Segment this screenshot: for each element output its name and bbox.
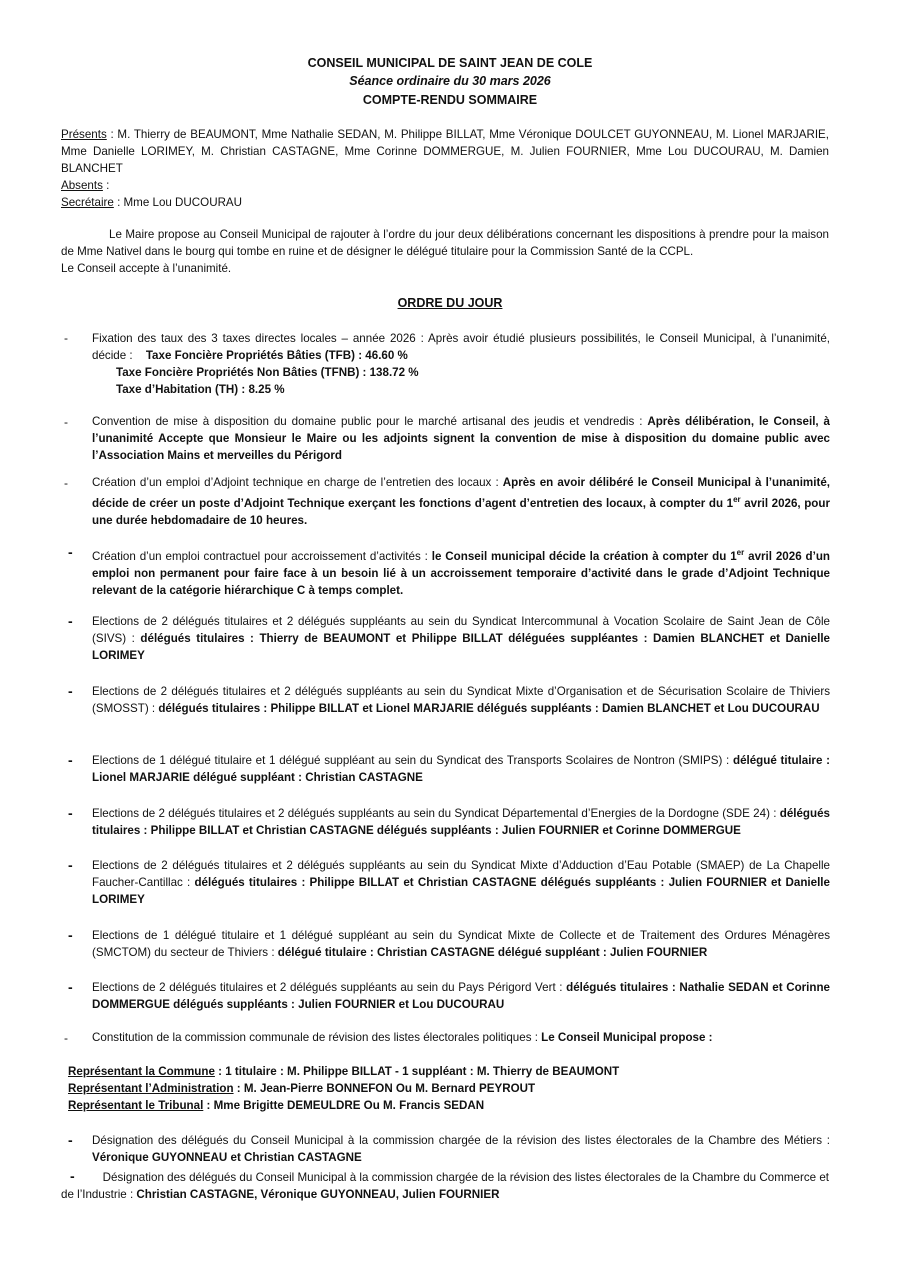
sde-text: Elections de 2 délégués titulaires et 2 délégués suppléants au sein du Syndicat Départemental d’Energies de la Dordogne (SDE 24) : [92, 807, 780, 820]
agenda-item-taxes [92, 330, 830, 398]
agenda-title: ORDRE DU JOUR [397, 296, 503, 310]
sivs-delegates: délégués titulaires : Thierry de BEAUMONT et Philippe BILLAT déléguées suppléantes : Damien BLANCHET et Danielle LORIMEY [92, 632, 830, 662]
sivs-text: Elections de 2 délégués titulaires et 2 délégués suppléants au sein du Syndicat Intercommunal à Vocation Scolaire de Saint Jean de Côle (SIVS) : [92, 615, 830, 645]
agenda-item-sde [92, 805, 830, 839]
agenda-item-cci [61, 1168, 829, 1203]
bullet-dash: - [64, 415, 68, 429]
bullet-dash: - [68, 683, 73, 699]
intro-accept: Le Conseil accepte à l’unanimité. [61, 262, 232, 275]
ordinal-sup: er [733, 495, 741, 504]
bullet-dash: - [70, 1168, 75, 1184]
pays-text: Elections de 2 délégués titulaires et 2 délégués suppléants au sein du Pays Périgord Vert : [92, 981, 567, 994]
bullet-dash: - [68, 544, 73, 560]
rep-tribunal [68, 1097, 484, 1114]
emploi-technique-decision-end: avril 2026, pour une durée hebdomadaire de 10 heures. [92, 496, 830, 527]
presents-label: Présents [61, 128, 107, 141]
rep-commune [68, 1063, 619, 1080]
agenda-item-smosst [92, 683, 830, 717]
presents-paragraph [61, 126, 829, 177]
emploi-contractuel-text: Création d’un emploi contractuel pour accroissement d’activités : [92, 549, 432, 563]
cma-text: Désignation des délégués du Conseil Municipal à la commission chargée de la révision des listes électorales de la Chambre des Métiers : [92, 1134, 830, 1147]
absents-line [61, 177, 829, 194]
rep-commune-value: : 1 titulaire : M. Philippe BILLAT - 1 suppléant : M. Thierry de BEAUMONT [214, 1065, 620, 1078]
smaep-text: Elections de 2 délégués titulaires et 2 délégués suppléants au sein du Syndicat Mixte d’Adduction d’Eau Potable (SMAEP) de La Chapelle Faucher-Cantillac : [92, 859, 830, 889]
rep-tribunal-value: : Mme Brigitte DEMEULDRE Ou M. Francis SEDAN [203, 1099, 485, 1112]
smaep-delegates: délégués titulaires : Philippe BILLAT et Christian CASTAGNE délégués suppléants : Julien FOURNIER et Danielle LORIMEY [92, 876, 830, 906]
cci-delegates: Christian CASTAGNE, Véronique GUYONNEAU, Julien FOURNIER [136, 1188, 500, 1201]
agenda-item-smaep [92, 857, 830, 908]
smips-text: Elections de 1 délégué titulaire et 1 délégué suppléant au sein du Syndicat des Transports Scolaires de Nontron (SMIPS) : [92, 754, 733, 767]
rep-admin-label: Représentant l’Administration [68, 1082, 234, 1095]
bullet-dash: - [68, 752, 73, 768]
absents-label: Absents [61, 179, 103, 192]
taxes-text: Fixation des taux des 3 taxes directes locales – année 2026 : Après avoir étudié plusieurs possibilités, le Conseil Municipal, à l’unanimité, décide : [92, 332, 830, 362]
secretaire-label: Secrétaire [61, 196, 114, 209]
agenda-item-commission [92, 1029, 830, 1046]
agenda-item-cma [92, 1132, 830, 1166]
bullet-dash: - [68, 979, 73, 995]
bullet-dash: - [68, 1132, 73, 1148]
convention-text: Convention de mise à disposition du domaine public pour le marché artisanal des jeudis et vendredis : [92, 415, 648, 428]
bullet-dash: - [68, 613, 73, 629]
tax-th: Taxe d’Habitation (TH) : 8.25 % [116, 383, 285, 396]
bullet-dash: - [64, 476, 68, 490]
tax-tfb: Taxe Foncière Propriétés Bâties (TFB) : 46.60 % [145, 349, 408, 362]
emploi-technique-decision: Après en avoir délibéré le Conseil Municipal à l’unanimité, décide de créer un poste d’Adjoint Technique exerçant les fonctions d’agent d’entretien des locaux, à compter du 1 [92, 476, 830, 510]
cci-text: Désignation des délégués du Conseil Municipal à la commission chargée de la révision des listes électorales de la Chambre du Commerce et de l’Industrie : [61, 1171, 829, 1201]
document-type: COMPTE-RENDU SOMMAIRE [362, 93, 538, 107]
smctom-text: Elections de 1 délégué titulaire et 1 délégué suppléant au sein du Syndicat Mixte de Collecte et de Traitement des Ordures Ménagères (SMCTOM) du secteur de Thiviers : [92, 929, 830, 959]
document-title: CONSEIL MUNICIPAL DE SAINT JEAN DE COLE [307, 56, 593, 70]
smosst-text: Elections de 2 délégués titulaires et 2 délégués suppléants au sein du Syndicat Mixte d’Organisation et de Sécurisation Scolaire de Thiviers (SMOSST) : [92, 685, 830, 715]
emploi-contractuel-decision: le Conseil municipal décide la création à compter du 1 [431, 549, 737, 563]
rep-commune-label: Représentant la Commune [68, 1065, 215, 1078]
presents-list: : M. Thierry de BEAUMONT, Mme Nathalie SEDAN, M. Philippe BILLAT, Mme Véronique DOULCET GUYONNEAU, M. Lionel MARJARIE, Mme Danielle LORIMEY, M. Christian CASTAGNE, Mme Corinne DOMMERGUE, M. Julien FOURNIER, Mme Lou DUCOURAU, M. Damien BLANCHET [61, 128, 829, 175]
agenda-item-smips [92, 752, 830, 786]
secretaire-value: : Mme Lou DUCOURAU [113, 196, 243, 209]
ordinal-sup: er [736, 548, 745, 557]
sde-delegates: délégués titulaires : Philippe BILLAT et Christian CASTAGNE délégués suppléants : Julien FOURNIER et Corinne DOMMERGUE [92, 807, 830, 837]
tax-tfnb: Taxe Foncière Propriétés Non Bâties (TFNB) : 138.72 % [116, 366, 419, 379]
absents-value: : [102, 179, 110, 192]
agenda-item-emploi-technique [92, 474, 830, 529]
bullet-dash: - [64, 1031, 68, 1045]
convention-decision: Après délibération, le Conseil, à l’unanimité Accepte que Monsieur le Maire ou les adjoints signent la convention de mise à disposition du domaine public avec l’Association Mains et merveilles du Périgord [92, 415, 831, 462]
commission-text: Constitution de la commission communale de révision des listes électorales politiques : [92, 1031, 542, 1044]
agenda-item-pays [92, 979, 830, 1013]
smctom-delegates: délégué titulaire : Christian CASTAGNE délégué suppléant : Julien FOURNIER [277, 946, 708, 959]
smosst-delegates: délégués titulaires : Philippe BILLAT et Lionel MARJARIE délégués suppléants : Damien BLANCHET et Lou DUCOURAU [158, 702, 820, 715]
smips-delegates: délégué titulaire : Lionel MARJARIE délégué suppléant : Christian CASTAGNE [92, 754, 830, 784]
agenda-item-smctom [92, 927, 830, 961]
agenda-item-convention [92, 413, 830, 464]
agenda-item-sivs [92, 613, 830, 664]
bullet-dash: - [64, 331, 68, 345]
emploi-technique-text: Création d’un emploi d’Adjoint technique en charge de l’entretien des locaux : [92, 476, 503, 489]
pays-delegates: délégués titulaires : Nathalie SEDAN et Corinne DOMMERGUE délégués suppléants : Julien FOURNIER et Lou DUCOURAU [92, 981, 830, 1011]
agenda-item-emploi-contractuel [92, 544, 830, 599]
bullet-dash: - [68, 805, 73, 821]
commission-proposal: Le Conseil Municipal propose : [541, 1031, 713, 1044]
rep-tribunal-label: Représentant le Tribunal [68, 1099, 204, 1112]
cma-delegates: Véronique GUYONNEAU et Christian CASTAGNE [92, 1151, 362, 1164]
secretaire-line [61, 194, 829, 211]
bullet-dash: - [68, 927, 73, 943]
rep-admin-value: : M. Jean-Pierre BONNEFON Ou M. Bernard PEYROUT [233, 1082, 536, 1095]
emploi-contractuel-decision-end: avril 2026 d’un emploi non permanent pour faire face à un besoin lié à un accroissement temporaire d’activité dans le grade d’Adjoint Technique relevant de la catégorie hiérarchique C à temps complet. [92, 549, 830, 597]
rep-administration [68, 1080, 535, 1097]
session-subtitle: Séance ordinaire du 30 mars 2026 [349, 74, 551, 88]
bullet-dash: - [68, 857, 73, 873]
intro-paragraph: Le Maire propose au Conseil Municipal de rajouter à l’ordre du jour deux délibérations concernant les dispositions à prendre pour la maison de Mme Nativel dans le bourg qui tombe en ruine et de désigner le délégué titulaire pour la Commission Santé de la CCPL. [61, 228, 829, 258]
